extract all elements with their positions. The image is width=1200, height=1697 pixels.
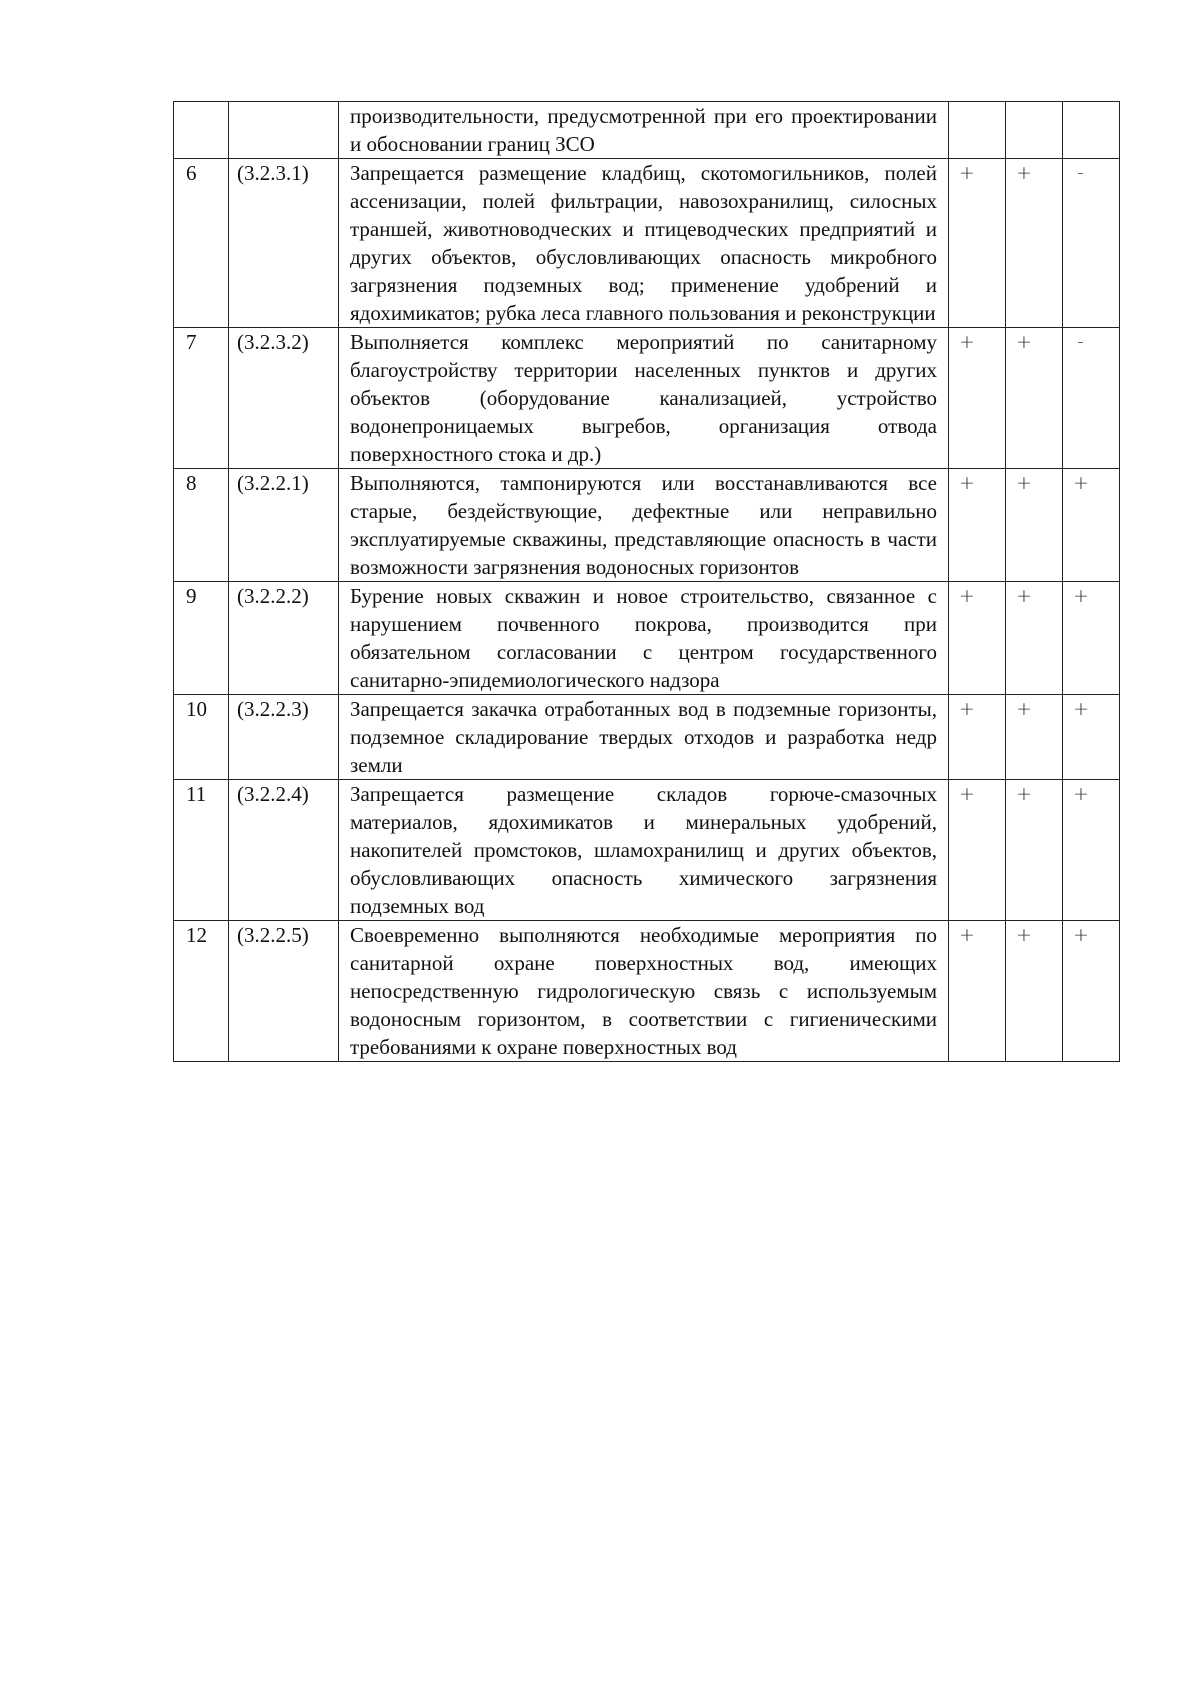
clause-reference: (3.2.2.2): [229, 582, 339, 695]
clause-reference: (3.2.2.5): [229, 921, 339, 1062]
mark-column-3: -: [1063, 159, 1120, 328]
row-number: 11: [174, 780, 229, 921]
table-row: [174, 695, 1120, 780]
requirement-text: Запрещается размещение кладбищ, скотомогильников, полей ассенизации, полей фильтрации, навозохранилищ, силосных траншей, животноводческих и птицеводческих предприятий и других объектов, обусловливающих опасность микробного загрязнения подземных вод; применение удобрений и ядохимикатов; рубка леса главного пользования и реконструкции: [339, 159, 949, 328]
table-row: [174, 582, 1120, 695]
mark-column-3: -: [1063, 328, 1120, 469]
mark-column-2: +: [1006, 582, 1063, 695]
mark-column-3: [1063, 102, 1120, 159]
clause-reference: (3.2.3.2): [229, 328, 339, 469]
table-row: [174, 921, 1120, 1062]
mark-column-2: +: [1006, 328, 1063, 469]
row-number: 10: [174, 695, 229, 780]
table-row: [174, 469, 1120, 582]
mark-column-3: +: [1063, 582, 1120, 695]
mark-column-3: +: [1063, 780, 1120, 921]
mark-column-1: +: [949, 921, 1006, 1062]
clause-reference: (3.2.2.3): [229, 695, 339, 780]
requirements-table: [173, 101, 1120, 1062]
clause-reference: (3.2.2.1): [229, 469, 339, 582]
mark-column-2: +: [1006, 695, 1063, 780]
table-row: [174, 102, 1120, 159]
mark-column-1: +: [949, 469, 1006, 582]
mark-column-2: +: [1006, 921, 1063, 1062]
table-row: [174, 780, 1120, 921]
row-number: 9: [174, 582, 229, 695]
mark-column-1: +: [949, 328, 1006, 469]
clause-reference: (3.2.3.1): [229, 159, 339, 328]
requirement-text: производительности, предусмотренной при его проектировании и обосновании границ ЗСО: [339, 102, 949, 159]
mark-column-1: +: [949, 780, 1006, 921]
mark-column-1: +: [949, 159, 1006, 328]
row-number: [174, 102, 229, 159]
row-number: 7: [174, 328, 229, 469]
requirement-text: Бурение новых скважин и новое строительство, связанное с нарушением почвенного покрова, производится при обязательном согласовании с центром государственного санитарно-эпидемиологического надзора: [339, 582, 949, 695]
row-number: 8: [174, 469, 229, 582]
row-number: 6: [174, 159, 229, 328]
requirement-text: Выполняются, тампонируются или восстанавливаются все старые, бездействующие, дефектные или неправильно эксплуатируемые скважины, представляющие опасность в части возможности загрязнения водоносных горизонтов: [339, 469, 949, 582]
requirement-text: Запрещается размещение складов горюче-смазочных материалов, ядохимикатов и минеральных удобрений, накопителей промстоков, шламохранилищ и других объектов, обусловливающих опасность химического загрязнения подземных вод: [339, 780, 949, 921]
mark-column-1: +: [949, 695, 1006, 780]
row-number: 12: [174, 921, 229, 1062]
table-row: [174, 328, 1120, 469]
requirement-text: Выполняется комплекс мероприятий по санитарному благоустройству территории населенных пунктов и других объектов (оборудование канализацией, устройство водонепроницаемых выгребов, организация отвода поверхностного стока и др.): [339, 328, 949, 469]
mark-column-2: +: [1006, 469, 1063, 582]
table-row: [174, 159, 1120, 328]
mark-column-2: +: [1006, 159, 1063, 328]
mark-column-3: +: [1063, 695, 1120, 780]
mark-column-3: +: [1063, 921, 1120, 1062]
mark-column-1: [949, 102, 1006, 159]
mark-column-3: +: [1063, 469, 1120, 582]
mark-column-1: +: [949, 582, 1006, 695]
mark-column-2: +: [1006, 780, 1063, 921]
mark-column-2: [1006, 102, 1063, 159]
clause-reference: (3.2.2.4): [229, 780, 339, 921]
clause-reference: [229, 102, 339, 159]
requirement-text: Запрещается закачка отработанных вод в подземные горизонты, подземное складирование твердых отходов и разработка недр земли: [339, 695, 949, 780]
requirement-text: Своевременно выполняются необходимые мероприятия по санитарной охране поверхностных вод, имеющих непосредственную гидрологическую связь с используемым водоносным горизонтом, в соответствии с гигиеническими требованиями к охране поверхностных вод: [339, 921, 949, 1062]
